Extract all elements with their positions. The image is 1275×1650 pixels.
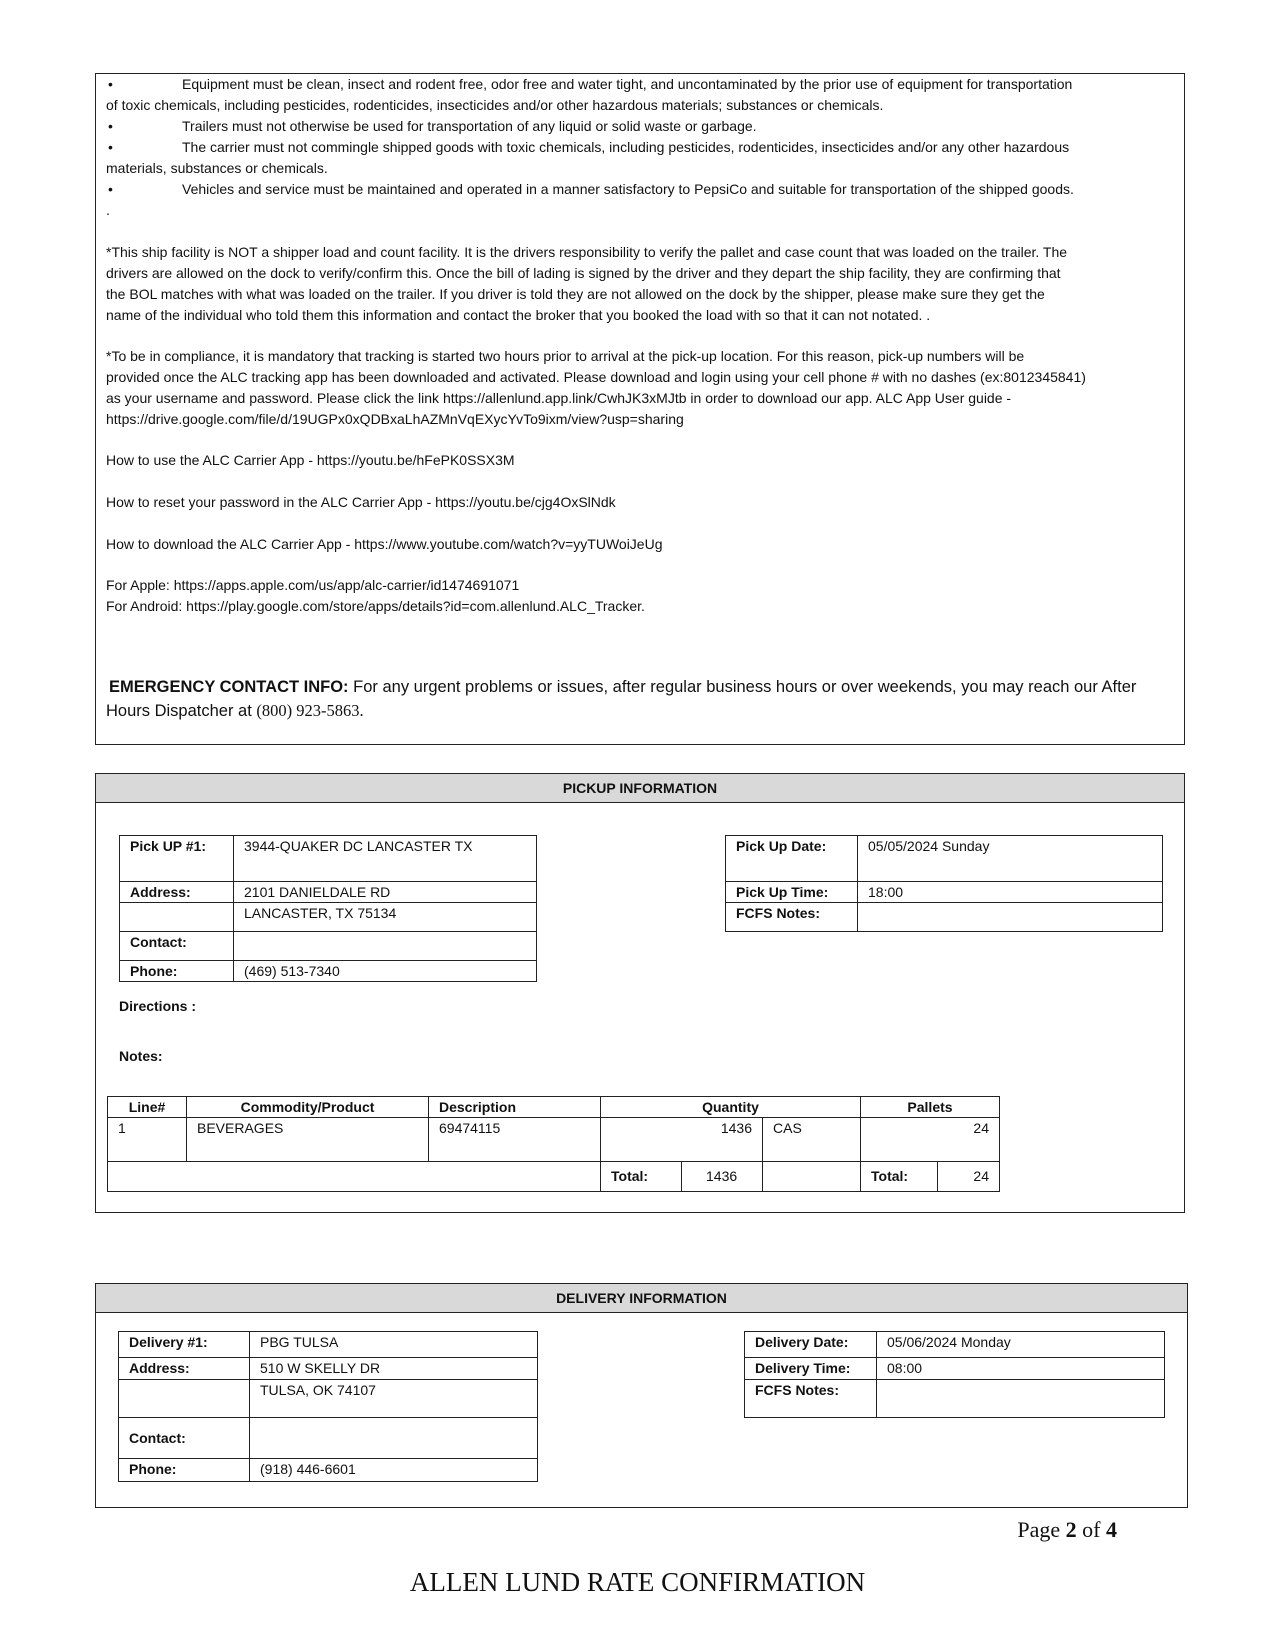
pickup-location-table bbox=[119, 835, 537, 982]
delivery-schedule-table bbox=[744, 1331, 1165, 1418]
delivery-header: DELIVERY INFORMATION bbox=[96, 1284, 1187, 1313]
page-number: Page 2 of 4 bbox=[1017, 1517, 1117, 1542]
col-quantity: Quantity bbox=[601, 1097, 861, 1118]
table-row bbox=[108, 1118, 1000, 1162]
pickup-date-value: 05/05/2024 Sunday bbox=[858, 836, 1163, 882]
pickup-schedule-table bbox=[725, 835, 1163, 932]
directions-label: Directions : bbox=[119, 998, 197, 1014]
tracking-notice-3: as your username and password. Please click the link https://allenlund.app.link/CwhJK3xMJtb in order to download our app. ALC App User guide - bbox=[106, 390, 1012, 406]
item-pallets: 24 bbox=[861, 1118, 1000, 1162]
term-equipment: Equipment must be clean, insect and rodent free, odor free and water tight, and uncontaminated by the prior use of equipment for transportation bbox=[182, 76, 1073, 92]
term-commingle-cont: materials, substances or chemicals. bbox=[106, 160, 328, 176]
dot: . bbox=[106, 202, 110, 218]
shipper-notice-4: name of the individual who told them this information and contact the broker that you booked the load with so that it can not notated. . bbox=[106, 307, 931, 323]
emergency-label: EMERGENCY CONTACT INFO: bbox=[109, 678, 349, 696]
emergency-phone: (800) 923-5863. bbox=[256, 701, 364, 720]
phone-value: (918) 446-6601 bbox=[250, 1459, 538, 1482]
how-to-download: How to download the ALC Carrier App - https://www.youtube.com/watch?v=yyTUWoiJeUg bbox=[106, 536, 663, 552]
delivery-section bbox=[95, 1283, 1188, 1508]
totals-blank bbox=[108, 1162, 601, 1192]
tracking-notice-2: provided once the ALC tracking app has been downloaded and activated. Please download and login using your cell phone # with no dashes (ex:8012345841) bbox=[106, 369, 1086, 385]
apple-link: For Apple: https://apps.apple.com/us/app/alc-carrier/id1474691071 bbox=[106, 577, 520, 593]
bullet: • bbox=[108, 118, 113, 134]
pickup-time-label: Pick Up Time: bbox=[726, 882, 858, 903]
col-line: Line# bbox=[108, 1097, 187, 1118]
address-blank bbox=[119, 1380, 250, 1418]
total-pallets: 24 bbox=[938, 1162, 1000, 1192]
tracking-notice-1: *To be in compliance, it is mandatory that tracking is started two hours prior to arrival at the pick-up location. For this reason, pick-up numbers will be bbox=[106, 348, 1025, 364]
contact-label: Contact: bbox=[120, 932, 234, 961]
item-commodity: BEVERAGES bbox=[187, 1118, 429, 1162]
delivery-date-label: Delivery Date: bbox=[745, 1332, 877, 1358]
android-link: For Android: https://play.google.com/store/apps/details?id=com.allenlund.ALC_Tracker. bbox=[106, 598, 645, 614]
contact-label: Contact: bbox=[119, 1418, 250, 1459]
fcfs-value bbox=[877, 1380, 1165, 1418]
address-line2: TULSA, OK 74107 bbox=[250, 1380, 538, 1418]
delivery-label: Delivery #1: bbox=[119, 1332, 250, 1358]
address-line1: 510 W SKELLY DR bbox=[250, 1358, 538, 1380]
item-line: 1 bbox=[108, 1118, 187, 1162]
pickup-date-label: Pick Up Date: bbox=[726, 836, 858, 882]
term-commingle: The carrier must not commingle shipped goods with toxic chemicals, including pesticides, rodenticides, insecticides and/or any other hazardous bbox=[182, 139, 1070, 155]
item-description: 69474115 bbox=[429, 1118, 601, 1162]
shipper-notice-3: the BOL matches with what was loaded on the trailer. If you driver is told they are not allowed on the dock by the shipper, please make sure they get the bbox=[106, 286, 1045, 302]
fcfs-label: FCFS Notes: bbox=[726, 903, 858, 932]
phone-label: Phone: bbox=[119, 1459, 250, 1482]
term-vehicles: Vehicles and service must be maintained and operated in a manner satisfactory to PepsiCo and suitable for transportation of the shipped goods. bbox=[182, 181, 1074, 197]
pickup-section bbox=[95, 773, 1185, 1213]
shipper-notice-1: *This ship facility is NOT a shipper load and count facility. It is the drivers responsibility to verify the pallet and case count that was loaded on the trailer. The bbox=[106, 244, 1068, 260]
address-label: Address: bbox=[119, 1358, 250, 1380]
emergency-text: For any urgent problems or issues, after regular business hours or over weekends, you may reach our After bbox=[353, 678, 1137, 696]
address-label: Address: bbox=[120, 882, 234, 903]
address-line1: 2101 DANIELDALE RD bbox=[234, 882, 537, 903]
delivery-value: PBG TULSA bbox=[250, 1332, 538, 1358]
emergency-contact-line2 bbox=[106, 700, 364, 723]
document-title: ALLEN LUND RATE CONFIRMATION bbox=[409, 1567, 866, 1597]
delivery-location-table bbox=[118, 1331, 538, 1482]
shipper-notice-2: drivers are allowed on the dock to verify/confirm this. Once the bill of lading is signed by the driver and they depart the ship facility, they are confirming that bbox=[106, 265, 1061, 281]
phone-value: (469) 513-7340 bbox=[234, 961, 537, 982]
pickup-label: Pick UP #1: bbox=[120, 836, 234, 882]
how-to-use: How to use the ALC Carrier App - https://youtu.be/hFePK0SSX3M bbox=[106, 452, 515, 468]
col-pallets: Pallets bbox=[861, 1097, 1000, 1118]
address-line2: LANCASTER, TX 75134 bbox=[234, 903, 537, 932]
term-trailers: Trailers must not otherwise be used for transportation of any liquid or solid waste or garbage. bbox=[182, 118, 757, 134]
fcfs-label: FCFS Notes: bbox=[745, 1380, 877, 1418]
address-blank bbox=[120, 903, 234, 932]
total-pallets-label: Total: bbox=[861, 1162, 938, 1192]
bullet: • bbox=[108, 139, 113, 155]
emergency-text2: Hours Dispatcher at bbox=[106, 702, 257, 720]
total-qty-label: Total: bbox=[601, 1162, 682, 1192]
contact-value bbox=[234, 932, 537, 961]
bullet: • bbox=[108, 181, 113, 197]
delivery-date-value: 05/06/2024 Monday bbox=[877, 1332, 1165, 1358]
pickup-time-value: 18:00 bbox=[858, 882, 1163, 903]
total-unit-blank bbox=[763, 1162, 861, 1192]
terms-box bbox=[95, 73, 1185, 745]
tracking-notice-4: https://drive.google.com/file/d/19UGPx0xQDBxaLhAZMnVqEXycYvTo9ixm/view?usp=sharing bbox=[106, 411, 684, 427]
notes-label: Notes: bbox=[119, 1048, 163, 1064]
emergency-contact bbox=[109, 677, 1136, 699]
total-qty: 1436 bbox=[682, 1162, 763, 1192]
fcfs-value bbox=[858, 903, 1163, 932]
items-table bbox=[107, 1096, 1000, 1192]
col-description: Description bbox=[429, 1097, 601, 1118]
delivery-time-label: Delivery Time: bbox=[745, 1358, 877, 1380]
term-equipment-cont: of toxic chemicals, including pesticides, rodenticides, insecticides and/or other hazardous materials; substances or chemicals. bbox=[106, 97, 884, 113]
item-qty: 1436 bbox=[601, 1118, 763, 1162]
col-commodity: Commodity/Product bbox=[187, 1097, 429, 1118]
bullet: • bbox=[108, 76, 113, 92]
pickup-value: 3944-QUAKER DC LANCASTER TX bbox=[234, 836, 537, 882]
item-unit: CAS bbox=[763, 1118, 861, 1162]
totals-row bbox=[108, 1162, 1000, 1192]
pickup-header: PICKUP INFORMATION bbox=[96, 774, 1184, 803]
how-to-reset: How to reset your password in the ALC Carrier App - https://youtu.be/cjg4OxSlNdk bbox=[106, 494, 616, 510]
delivery-time-value: 08:00 bbox=[877, 1358, 1165, 1380]
contact-value bbox=[250, 1418, 538, 1459]
phone-label: Phone: bbox=[120, 961, 234, 982]
